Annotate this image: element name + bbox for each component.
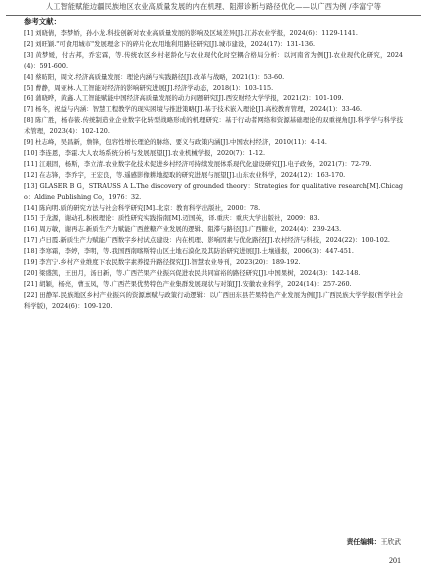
reference-item: [2] 刘旺颖."可食用城市"发展理念下的碎片化农用地利用路径研究[J].城市建设，2024(17)：131-136. — [24, 39, 316, 48]
reference-item: [8] 陈广胜，杨春筱.传统制造业企业数字化转型战略形成的机理研究：基于行动者网络和资源基础理论的双重视角[J].科学学与科学技术管理，2023(4)：102-120. — [24, 116, 403, 136]
reference-item: [7] 杨冬，祝益与内涵：智慧工程教学的现实困境与推进策略[J].基于技术嵌入理论[J].高校教育管理，2024(1)：33-46. — [24, 105, 363, 114]
reference-item: [21] 胡颖，杨亮，曹玉凤，等.广西芒果优势特色产业集群发展现状与对策[J].安徽农业科学，2024(14)：257-260. — [24, 279, 352, 288]
editor-label: 责任编辑： — [346, 538, 381, 546]
responsible-editor — [347, 537, 401, 547]
reference-item: [20] 梁盛凯，王田月，汤日新，等.广西芒果产业振兴促进农民共同富裕的路径研究[J].中国果树，2024(3)：142-148. — [24, 268, 361, 277]
references-heading: 参考文献： — [24, 17, 61, 26]
reference-item: [3] 黄梦媛，付古邦，乔宏霖，等.传统农区乡村老龄化与农业现代化时空耦合格局分析：以河南省为例[J].农业现代化研究，2024(4)：591-600. — [24, 50, 403, 70]
reference-item: [22] 田静军.民族地区乡村产业振兴的资源禀赋与政策行动逻辑：以广西田东县芒果特色产业发展为例[J].广西民族大学学报(哲学社会科学版)，2024(6)：109-120. — [24, 290, 403, 310]
reference-item: [10] 李连恩，李霍.大人农场系统分析与发展展望[J].农业机械学报，2020(7)：1-12. — [24, 148, 266, 157]
editor-name: 王欣武 — [380, 538, 401, 546]
running-head: 人工智能赋能边疆民族地区农业高质量发展的内在机理、阻滞诊断与路径优化——以广西为例 /李富宁等 — [45, 2, 382, 11]
reference-item: [16] 周万敏，谢再志.新质生产力赋能广西蔗糖产业发展的逻辑、阻滞与路径[J].广西糖业，2024(4)：239-243. — [24, 225, 342, 234]
reference-list — [24, 28, 403, 312]
page-number: 201 — [389, 556, 401, 565]
reference-item: [18] 李寒霜，李婷，李明，等.我国西南喀斯特山区土地石漠化及其防治研究进展[J].土壤通报，2006(3)：447-451. — [24, 247, 354, 256]
reference-item: [19] 李宫宁.乡村产业维度下农民数字素养提升路径探究[J].智慧农业导刊，2023(20)：189-192. — [24, 258, 301, 267]
reference-item: [1] 刘晓倩，李梦娇，孙小龙.科技创新对农业高质量发展的影响及区域差异[J].江苏农业学报，2024(6)：1129-1141. — [24, 29, 358, 37]
reference-item: [6] 蒲晓晔，黄鑫.人工智能赋能中国经济高质量发展的动力问题研究[J].西安财经大学学报，2021(2)：101-109. — [24, 94, 344, 103]
reference-item: [11] 江艰固，杨斯，李立清.农业数字化技术促进乡村经济可持续发展体系现代化建设研究[J].电子政务，2021(7)：72-79. — [24, 159, 372, 168]
reference-item: [5] 曹静，周亚林.人工智能对经济的影响研究进展[J].经济学动态，2018(1)：103-115. — [24, 83, 274, 92]
reference-item: [12] 在志锋，李乔宇，王宏良，等.遥感影像耕地提取的研究进展与展望[J].山东农业科学，2024(12)：163-170. — [24, 170, 346, 179]
reference-item: [14] 陈向明.质的研究方法与社会科学研究[M].北京：教育科学出版社，2000：78. — [24, 203, 261, 212]
reference-item: [9] 杜志峰，吴昌新，詹锋，包容性增长理论的脉络、要义与政策内涵[J].中国农村经济，2010(11)：4-14. — [24, 138, 327, 147]
reference-item: [17] 卢日霞.新质生产力赋能广西数字乡村试点建设：内在机理、影响因素与优化路径[J].农村经济与科技，2024(22)：100-102. — [24, 236, 390, 245]
reference-item: [15] 于龙源，谢动孔.积极理论：质性研究实践指南[M].迈国英，译.重庆：重庆大学出版社，2009：83. — [24, 214, 320, 223]
reference-item: [13] GLASER B G，STRAUSS A L.The discovery of grounded theory：Strategies for qualitative research[M].Chicago：Aldine Publishing Co，1976：32. — [24, 181, 403, 201]
header-divider — [6, 15, 421, 16]
reference-item: [4] 蔡昉阳，周文.经济高质量发展：理论内涵与实践路径[J].改革与战略，2021(1)：53-60. — [24, 72, 285, 81]
